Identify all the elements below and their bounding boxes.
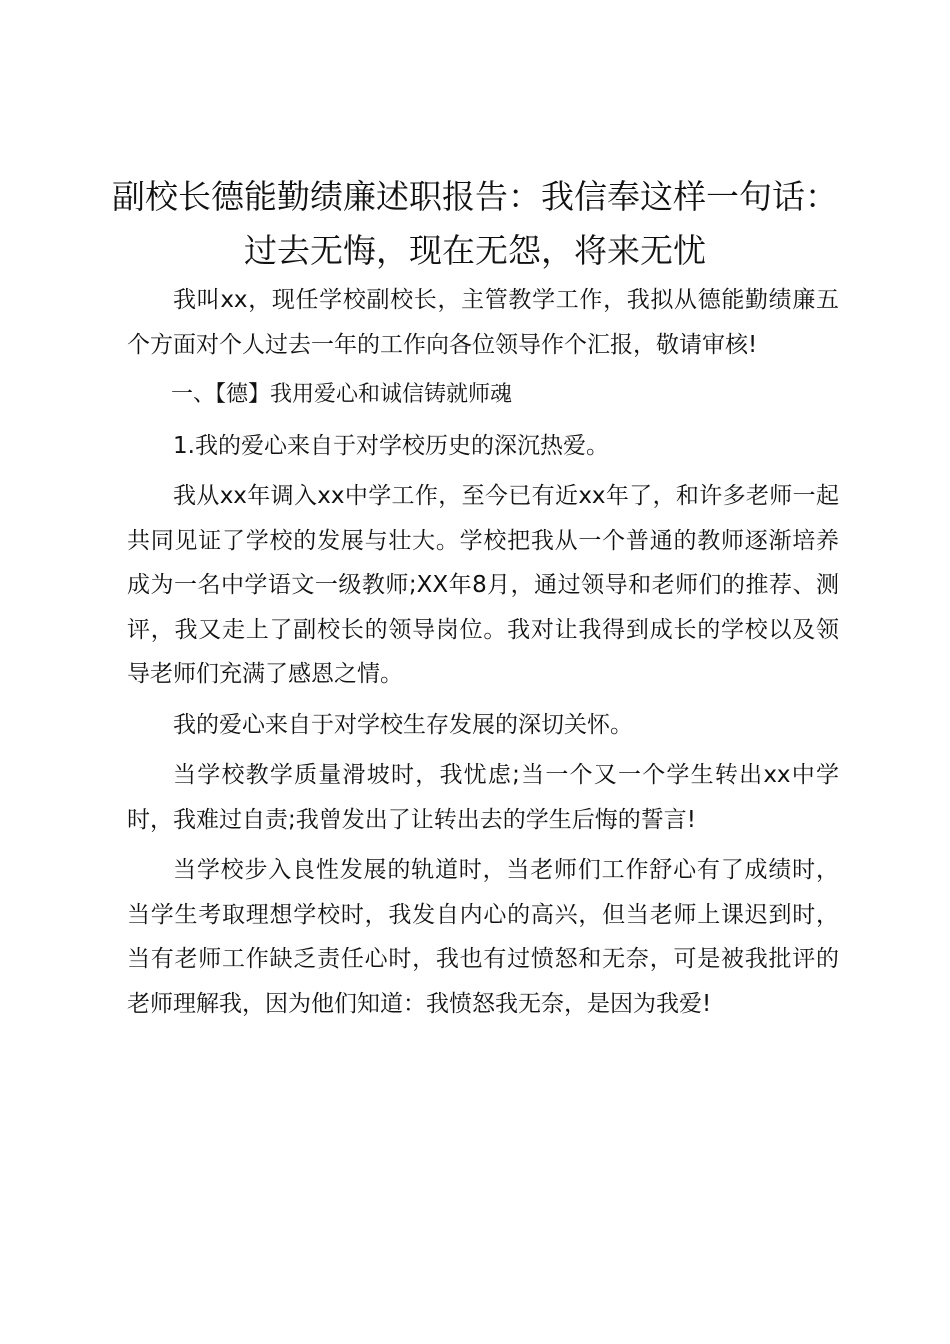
intro-paragraph: 我叫xx，现任学校副校长，主管教学工作，我拟从德能勤绩廉五个方面对个人过去一年的工作向各位领导作个汇报，敬请审核! [127, 287, 839, 358]
subsection-heading: 1.我的爱心来自于对学校历史的深沉热爱。 [173, 432, 609, 459]
body-paragraph: 我从xx年调入xx中学工作，至今已有近xx年了，和许多老师一起共同见证了学校的发展与壮大。学校把我从一个普通的教师逐渐培养成为一名中学语文一级教师;XX年8月，通过领导和老师们的推荐、测评，我又走上了副校长的领导岗位。我对让我得到成长的学校以及领导老师们充满了感恩之情。 [127, 483, 839, 687]
document-body [127, 278, 839, 1032]
document-title: 副校长德能勤绩廉述职报告：我信奉这样一句话：过去无悔，现在无怨，将来无忧 [112, 177, 838, 270]
body-paragraph: 当学校步入良性发展的轨道时，当老师们工作舒心有了成绩时，当学生考取理想学校时，我发自内心的高兴，但当老师上课迟到时，当有老师工作缺乏责任心时，我也有过愤怒和无奈，可是被我批评的老师理解我，因为他们知道：我愤怒我无奈，是因为我爱! [127, 857, 839, 1017]
section-heading: 一、【德】我用爱心和诚信铸就师魂 [171, 382, 513, 407]
body-paragraph: 当学校教学质量滑坡时，我忧虑;当一个又一个学生转出xx中学时，我难过自责;我曾发出了让转出去的学生后悔的誓言! [127, 762, 839, 833]
body-paragraph: 我的爱心来自于对学校生存发展的深切关怀。 [173, 711, 633, 738]
